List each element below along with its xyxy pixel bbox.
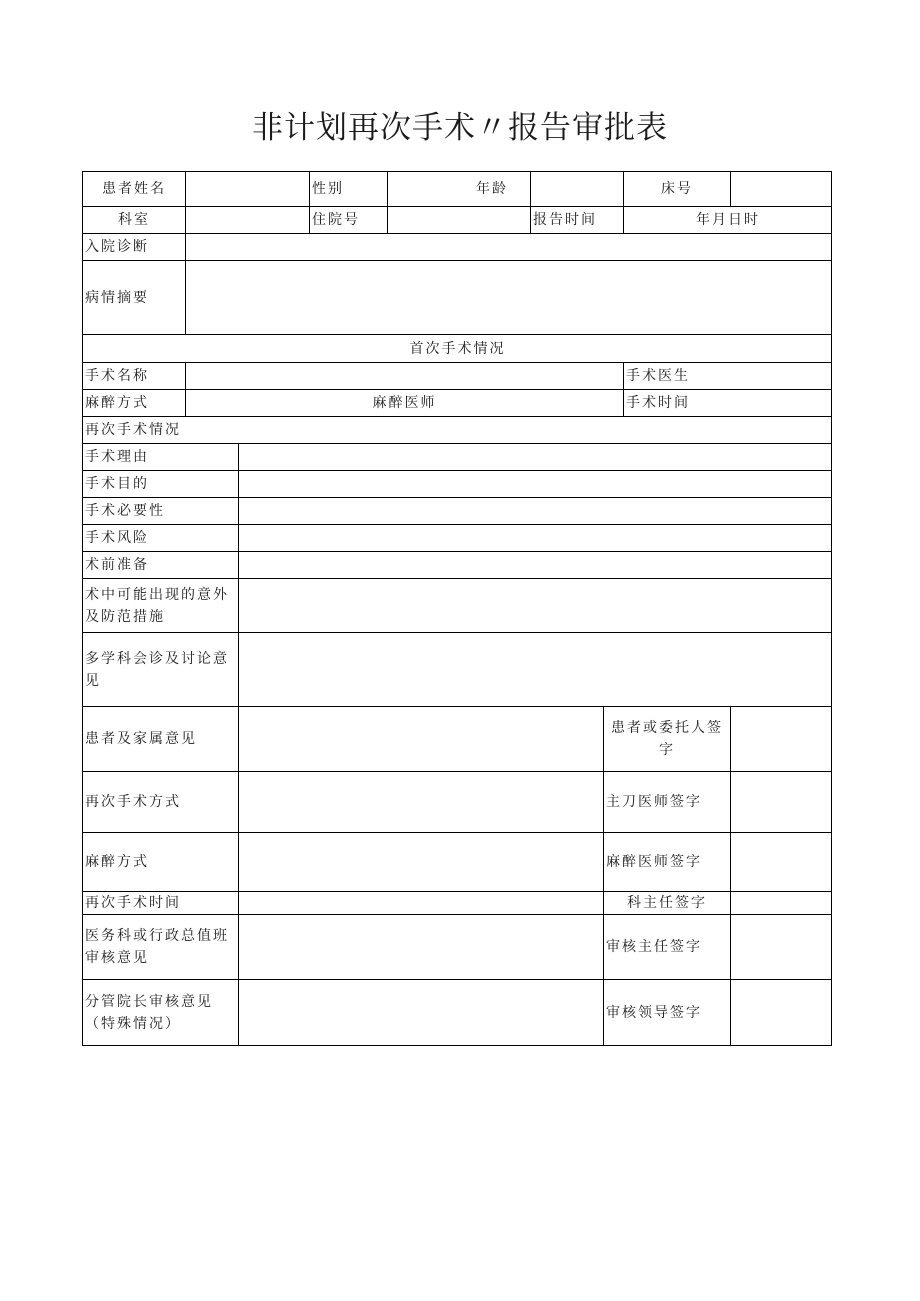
- label-admission-diagnosis: 入院诊断: [82, 233, 185, 260]
- label-surgery-name: 手术名称: [82, 362, 185, 389]
- label-surgeon: 手术医生: [623, 362, 832, 389]
- value-surgery-name[interactable]: [185, 362, 623, 389]
- label-report-time: 报告时间: [530, 206, 623, 233]
- label-medical-affairs-opinion: 医务科或行政总值班审核意见: [82, 914, 238, 979]
- value-admission-diagnosis[interactable]: [185, 233, 832, 260]
- value-age[interactable]: [530, 171, 623, 206]
- section-first-surgery: 首次手术情况: [82, 334, 832, 362]
- label-family-signature: 患者或委托人签字: [603, 706, 730, 771]
- label-reoperation-time: 再次手术时间: [82, 891, 238, 914]
- label-anesthesiologist-signature: 麻醉医师签字: [603, 832, 730, 891]
- form-title: 非计划再次手术〃报告审批表: [252, 110, 668, 146]
- value-necessity[interactable]: [238, 497, 832, 524]
- value-risk[interactable]: [238, 524, 832, 551]
- value-vice-president-opinion[interactable]: [238, 979, 603, 1046]
- value-reoperation-method[interactable]: [238, 771, 603, 832]
- value-department[interactable]: [185, 206, 309, 233]
- label-preparation: 术前准备: [82, 551, 238, 578]
- label-contingency: 术中可能出现的意外及防范措施: [82, 578, 238, 632]
- value-patient-name[interactable]: [185, 171, 309, 206]
- value-family-signature[interactable]: [730, 706, 832, 771]
- label-review-leader-signature: 审核领导签字: [603, 979, 730, 1046]
- label-gender: 性别: [309, 171, 387, 206]
- value-admission-no[interactable]: [387, 206, 530, 233]
- value-review-leader-signature[interactable]: [730, 979, 832, 1046]
- label-reoperation-method: 再次手术方式: [82, 771, 238, 832]
- section-reoperation: 再次手术情况: [82, 416, 832, 443]
- value-purpose[interactable]: [238, 470, 832, 497]
- label-review-director-signature: 审核主任签字: [603, 914, 730, 979]
- value-preparation[interactable]: [238, 551, 832, 578]
- value-bed-no[interactable]: [730, 171, 832, 206]
- table-right-border: [831, 171, 832, 1046]
- label-anesthesiologist: 麻醉医师: [185, 389, 623, 416]
- value-medical-affairs-opinion[interactable]: [238, 914, 603, 979]
- label-patient-name: 患者姓名: [82, 171, 185, 206]
- label-reop-anesthesia-method: 麻醉方式: [82, 832, 238, 891]
- label-director-signature: 科主任签字: [603, 891, 730, 914]
- label-vice-president-opinion: 分管院长审核意见（特殊情况）: [82, 979, 238, 1046]
- label-case-summary: 病情摘要: [82, 260, 185, 334]
- label-necessity: 手术必要性: [82, 497, 238, 524]
- label-purpose: 手术目的: [82, 470, 238, 497]
- label-mdt-opinion: 多学科会诊及讨论意见: [82, 632, 238, 706]
- value-director-signature[interactable]: [730, 891, 832, 914]
- value-contingency[interactable]: [238, 578, 832, 632]
- value-reoperation-time[interactable]: [238, 891, 603, 914]
- label-department: 科室: [82, 206, 185, 233]
- value-report-time: 年月日时: [623, 206, 832, 233]
- label-bed-no: 床号: [623, 171, 730, 206]
- label-admission-no: 住院号: [309, 206, 387, 233]
- table-bottom-border: [82, 1045, 832, 1046]
- label-surgery-time: 手术时间: [623, 389, 832, 416]
- value-anesthesiologist-signature[interactable]: [730, 832, 832, 891]
- value-case-summary[interactable]: [185, 260, 832, 334]
- value-reason[interactable]: [238, 443, 832, 470]
- value-family-opinion[interactable]: [238, 706, 603, 771]
- label-age: 年龄: [387, 171, 530, 206]
- value-mdt-opinion[interactable]: [238, 632, 832, 706]
- label-anesthesia-method: 麻醉方式: [82, 389, 185, 416]
- label-family-opinion: 患者及家属意见: [82, 706, 238, 771]
- label-risk: 手术风险: [82, 524, 238, 551]
- value-chief-surgeon-signature[interactable]: [730, 771, 832, 832]
- label-reason: 手术理由: [82, 443, 238, 470]
- value-review-director-signature[interactable]: [730, 914, 832, 979]
- label-chief-surgeon-signature: 主刀医师签字: [603, 771, 730, 832]
- value-reop-anesthesia-method[interactable]: [238, 832, 603, 891]
